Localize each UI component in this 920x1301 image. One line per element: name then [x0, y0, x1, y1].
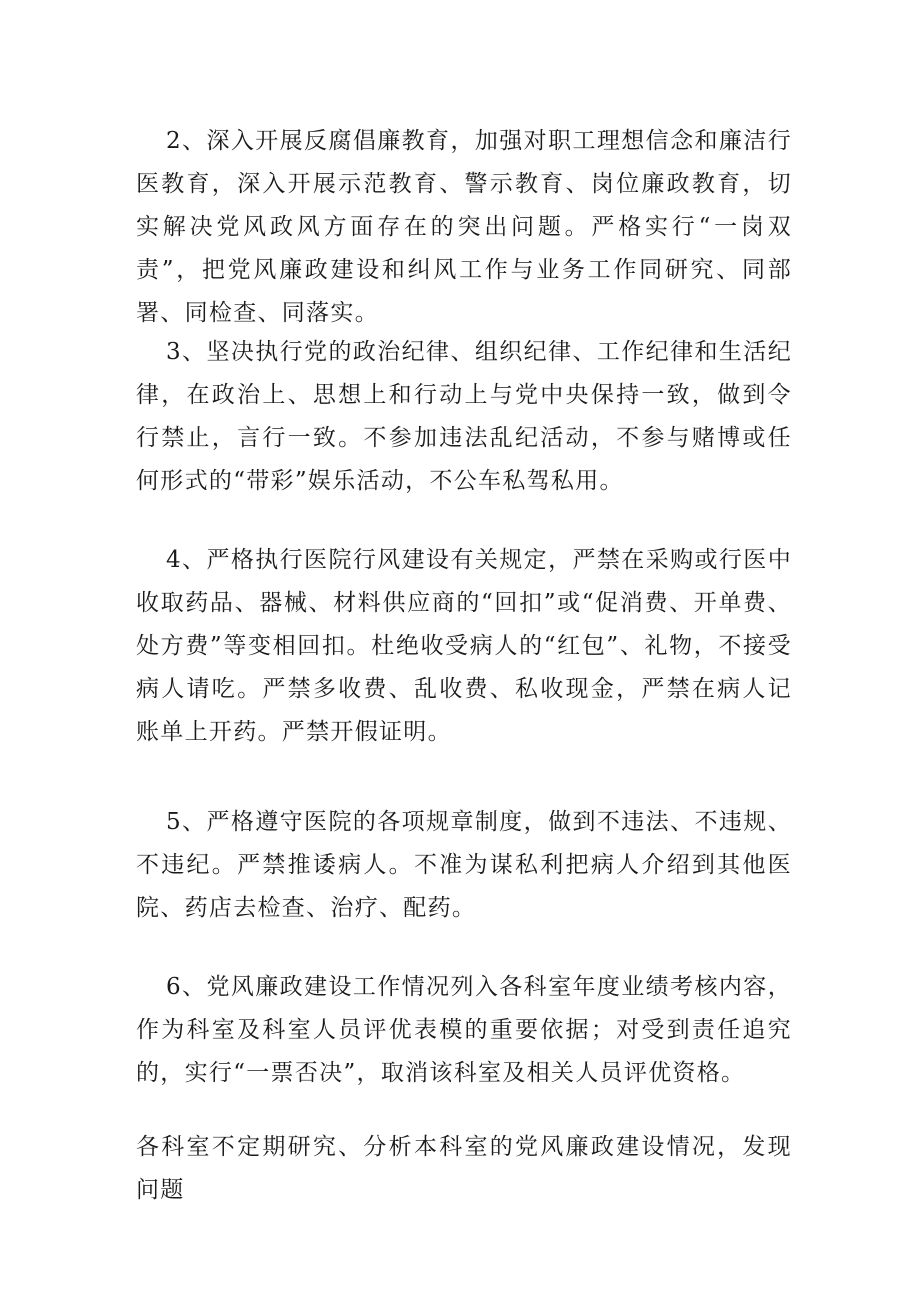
- paragraph-continuation: 各科室不定期研究、分析本科室的党风廉政建设情况，发现问题: [136, 1134, 792, 1203]
- paragraph-item-5: 5、严格遵守医院的各项规章制度，做到不违法、不违规、不违纪。严禁推诿病人。不准为谋私利把病人介绍到其他医院、药店去检查、治疗、配药。: [136, 809, 792, 921]
- paragraph-item-3: 3、坚决执行党的政治纪律、组织纪律、工作纪律和生活纪律，在政治上、思想上和行动上与党中央保持一致，做到令行禁止，言行一致。不参加违法乱纪活动，不参与赌博或任何形式的“带彩”娱乐活动，不公车私驾私用。: [136, 339, 792, 494]
- paragraph-item-2: 2、深入开展反腐倡廉教育，加强对职工理想信念和廉洁行医教育，深入开展示范教育、警示教育、岗位廉政教育，切实解决党风政风方面存在的突出问题。严格实行“一岗双责”，把党风廉政建设和纠风工作与业务工作同研究、同部署、同检查、同落实。: [136, 128, 792, 326]
- paragraph-item-6: 6、党风廉政建设工作情况列入各科室年度业绩考核内容，作为科室及科室人员评优表模的重要依据；对受到责任追究的，实行“一票否决”，取消该科室及相关人员评优资格。: [136, 974, 792, 1086]
- paragraph-item-4: 4、严格执行医院行风建设有关规定，严禁在采购或行医中收取药品、器械、材料供应商的“回扣”或“促消费、开单费、处方费”等变相回扣。杜绝收受病人的“红包”、礼物，不接受病人请吃。严禁多收费、乱收费、私收现金，严禁在病人记账单上开药。严禁开假证明。: [136, 547, 792, 745]
